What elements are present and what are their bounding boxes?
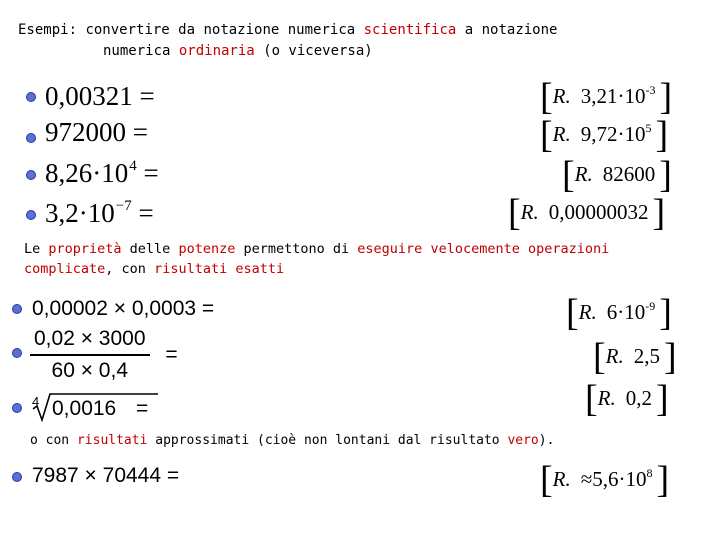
bracket-open-icon: [ xyxy=(585,378,598,420)
header-line-1 xyxy=(18,20,557,40)
conversion-3-expression: $8,26\cdot 10^4$ = xyxy=(45,158,159,188)
exact-op-3-expression xyxy=(32,392,172,424)
bracket-close-icon: ] xyxy=(656,459,670,501)
exact-op-3-answer: [R. 0,2 ] xyxy=(585,378,669,420)
bracket-open-icon: [ xyxy=(508,192,521,234)
conversion-4-answer: [R. 0,00000032 ] xyxy=(508,192,666,234)
bracket-open-icon: [ xyxy=(540,114,553,156)
approx-note: o con risultati approssimati (cioè non lontani dal risultato vero). xyxy=(30,433,555,448)
conversion-1-answer: [R. $3,21\cdot 10^{-3}$ ] xyxy=(540,76,673,118)
radicand: 0,0016 xyxy=(52,397,117,420)
bullet-icon xyxy=(12,348,22,358)
conversion-3-answer: [R. 82600 ] xyxy=(562,154,672,196)
approx-op-expression: 7987 × 70444 = xyxy=(32,464,180,487)
bullet-icon xyxy=(12,304,22,314)
exact-op-1-expression: 0,00002 × 0,0003 = xyxy=(32,297,215,320)
equals-sign: = xyxy=(136,397,149,420)
exact-op-2-answer: [R. 2,5 ] xyxy=(593,336,677,378)
bullet-icon xyxy=(12,403,22,413)
header-text-2b: (o viceversa) xyxy=(254,43,373,59)
powers-note-line-1: Le proprietà delle potenze permettono di eseguire velocemente operazioni xyxy=(24,241,610,257)
root-index: 4 xyxy=(32,394,40,409)
bracket-close-icon: ] xyxy=(659,292,672,334)
bullet-icon xyxy=(26,92,36,102)
bracket-close-icon: ] xyxy=(659,76,673,118)
bracket-close-icon: ] xyxy=(655,114,669,156)
fraction: $\frac{0,02 \times 3000}{60 \times 0,4}$ xyxy=(30,326,150,384)
bullet-icon xyxy=(26,133,36,143)
bracket-open-icon: [ xyxy=(593,336,606,378)
bracket-close-icon: ] xyxy=(655,378,669,420)
header-line-2 xyxy=(103,41,373,61)
bracket-open-icon: [ xyxy=(562,154,575,196)
bullet-icon xyxy=(12,472,22,482)
bracket-close-icon: ] xyxy=(663,336,677,378)
header-text-2a: numerica xyxy=(103,43,179,59)
approx-op-answer: [R. $\approx 5,6\cdot 10^8$ ] xyxy=(540,459,670,501)
conversion-2-answer: [R. $9,72\cdot 10^5$ ] xyxy=(540,114,669,156)
exact-op-2-expression: $\frac{0,02 \times 3000}{60 \times 0,4}$ = xyxy=(30,326,178,384)
conversion-4-expression: $3,2\cdot 10^{-7}$ = xyxy=(45,198,154,228)
header-text-ordinaria: ordinaria xyxy=(178,43,255,59)
bracket-open-icon: [ xyxy=(540,459,553,501)
conversion-1-expression: 0,00321 = xyxy=(45,81,155,111)
bracket-open-icon: [ xyxy=(540,76,553,118)
exact-op-1-answer: [R. $6\cdot 10^{-9}$ ] xyxy=(566,292,672,334)
bracket-open-icon: [ xyxy=(566,292,579,334)
header-text-scientifica: scientifica xyxy=(363,22,457,38)
conversion-2-expression: 972000 = xyxy=(45,117,148,147)
bracket-close-icon: ] xyxy=(659,154,672,196)
powers-note-line-2: complicate, con risultati esatti xyxy=(24,261,285,277)
header-text-1a: convertire da notazione numerica xyxy=(85,22,364,38)
bullet-icon xyxy=(26,210,36,220)
bracket-close-icon: ] xyxy=(652,192,666,234)
bullet-icon xyxy=(26,170,36,180)
header-lead: Esempi: xyxy=(18,22,78,38)
header-text-1b: a notazione xyxy=(456,22,558,38)
